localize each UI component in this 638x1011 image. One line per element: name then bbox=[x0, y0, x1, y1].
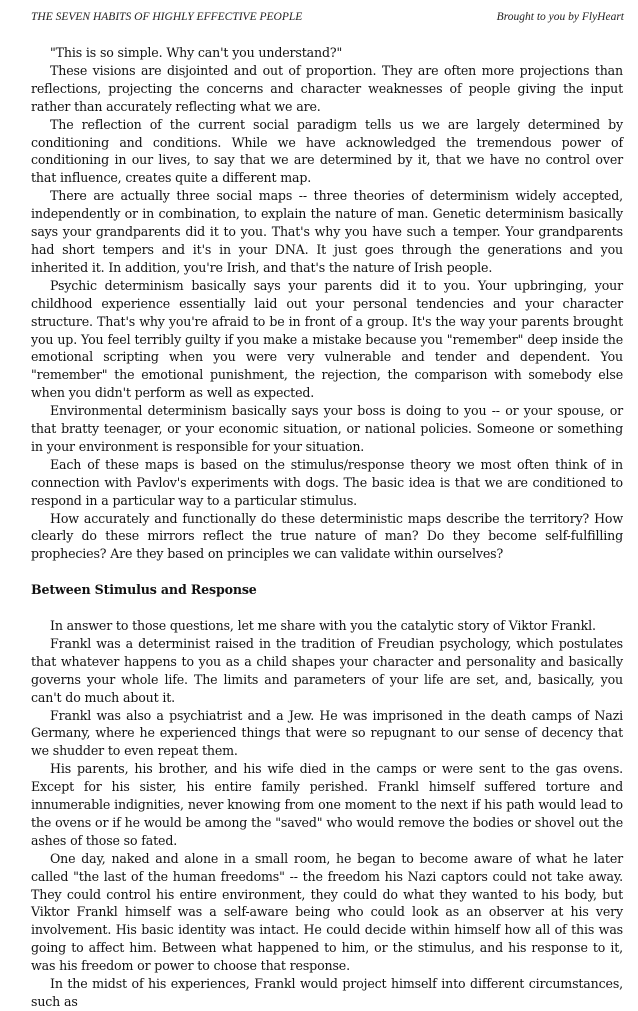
document-body bbox=[31, 44, 623, 1011]
paragraph: These visions are disjointed and out of proportion. They are often more projections than reflections, projecting the concerns and character weaknesses of people giving the input rather than accurately reflecting what we are. bbox=[31, 62, 623, 114]
page-header bbox=[31, 11, 624, 27]
section-heading: Between Stimulus and Response bbox=[31, 582, 257, 598]
paragraph: How accurately and functionally do these deterministic maps describe the territory? How clearly do these mirrors reflect the true nature of man? Do they become self-fulfilling prophecies? Are they based on principles we can validate within ourselves? bbox=[31, 510, 623, 562]
paragraph: One day, naked and alone in a small room, he began to become aware of what he later called "the last of the human freedoms" -- the freedom his Nazi captors could not take away. They could control his entire environment, they could do what they wanted to his body, but Viktor Frankl himself was a self-aware being who could look as an observer at his very involvement. His basic identity was intact. He could decide within himself how all of this was going to affect him. Between what happened to him, or the stimulus, and his response to it, was his freedom or power to choose that response. bbox=[31, 850, 623, 974]
paragraph: Frankl was also a psychiatrist and a Jew. He was imprisoned in the death camps of Nazi Germany, where he experienced things that were so repugnant to our sense of decency that we shudder to even repeat them. bbox=[31, 707, 623, 759]
paragraph: In answer to those questions, let me share with you the catalytic story of Viktor Frankl. bbox=[50, 617, 596, 633]
paragraph: Frankl was a determinist raised in the tradition of Freudian psychology, which postulates that whatever happens to you as a child shapes your character and personality and basically governs your whole life. The limits and parameters of your life are set, and, basically, you can't do much about it. bbox=[31, 635, 623, 705]
paragraph: The reflection of the current social paradigm tells us we are largely determined by conditioning and conditions. While we have acknowledged the tremendous power of conditioning in our lives, to say that we are determined by it, that we have no control over that influence, creates quite a different map. bbox=[31, 116, 623, 186]
book-title: THE SEVEN HABITS OF HIGHLY EFFECTIVE PEOPLE bbox=[31, 11, 303, 23]
paragraph: In the midst of his experiences, Frankl would project himself into different circumstances, such as bbox=[31, 976, 623, 1009]
credit-line: Brought to you by FlyHeart bbox=[496, 11, 624, 23]
paragraph: Environmental determinism basically says your boss is doing to you -- or your spouse, or that bratty teenager, or your economic situation, or national policies. Someone or something in your environment is responsible for your situation. bbox=[31, 403, 623, 454]
paragraph: "This is so simple. Why can't you understand?" bbox=[50, 45, 343, 60]
paragraph: There are actually three social maps -- three theories of determinism widely accepted, independently or in combination, to explain the nature of man. Genetic determinism basically says your grandparents did it to you. That's why you have such a temper. Your grandparents had short tempers and it's in your DNA. It just goes through the generations and you inherited it. In addition, you're Irish, and that's the nature of Irish people. bbox=[31, 188, 623, 275]
paragraph: Psychic determinism basically says your parents did it to you. Your upbringing, your childhood experience essentially laid out your personal tendencies and your character structure. That's why you're afraid to be in front of a group. It's the way your parents brought you up. You feel terribly guilty if you make a mistake because you "remember" deep inside the emotional scripting when you were very vulnerable and tender and dependent. You "remember" the emotional punishment, the rejection, the comparison with somebody else when you didn't perform as well as expected. bbox=[31, 277, 623, 401]
paragraph: His parents, his brother, and his wife died in the camps or were sent to the gas ovens. Except for his sister, his entire family perished. Frankl himself suffered torture and innumerable indignities, never knowing from one moment to the next if his path would lead to the ovens or if he would be among the "saved" who would remove the bodies or shovel out the ashes of those so fated. bbox=[31, 761, 623, 848]
paragraph: Each of these maps is based on the stimulus/response theory we most often think of in connection with Pavlov's experiments with dogs. The basic idea is that we are conditioned to respond in a particular way to a particular stimulus. bbox=[31, 456, 623, 508]
